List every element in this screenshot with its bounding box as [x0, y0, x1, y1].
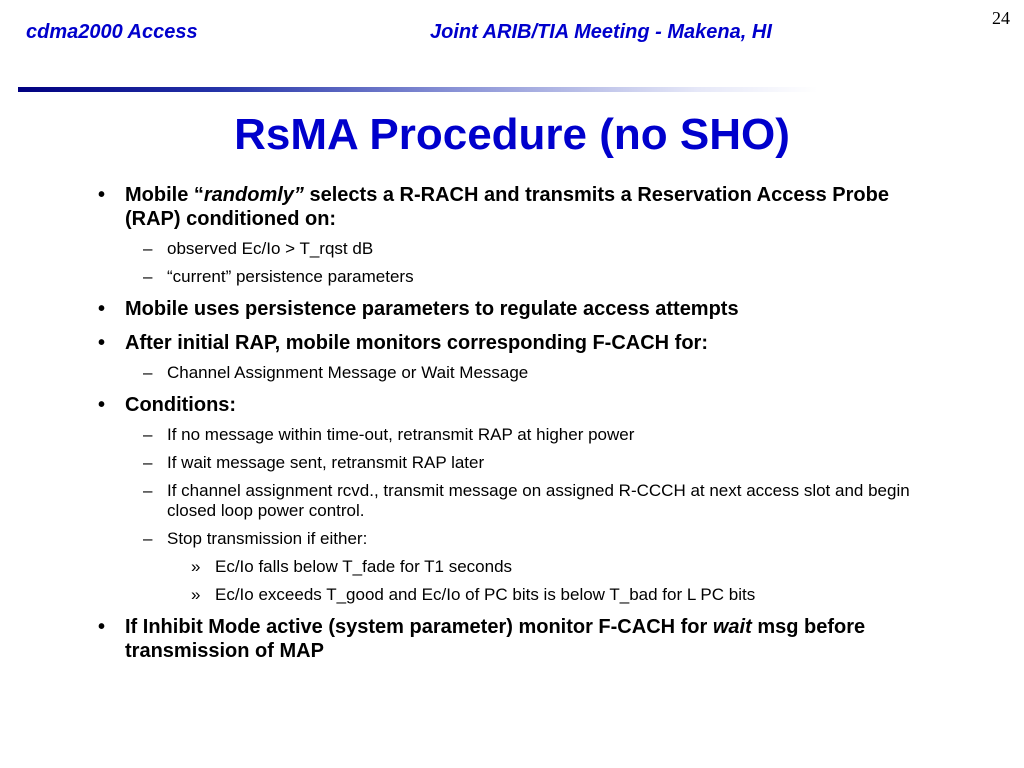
- sub-sub-bullet: [98, 557, 928, 577]
- bullet-persistence: [98, 297, 928, 321]
- bullet-marker: •: [98, 616, 106, 638]
- bullet-random-selection: [98, 183, 928, 231]
- slide-content: [98, 183, 928, 663]
- bullet-marker: •: [98, 184, 106, 206]
- dash-marker: –: [143, 425, 153, 444]
- bullet-text: Mobile uses persistence parameters to regulate access attempts: [125, 298, 739, 320]
- sub-bullet-text: Stop transmission if either:: [167, 529, 368, 548]
- bullet-marker: •: [98, 298, 106, 320]
- bullet-text-post: msg before transmission of MAP: [125, 616, 866, 662]
- bullet-marker: •: [98, 394, 106, 416]
- sub-bullet: [98, 425, 928, 445]
- bullet-text-emphasis: randomly”: [203, 184, 304, 206]
- bullet-conditions: [98, 393, 928, 417]
- bullet-text-emphasis: wait: [712, 616, 752, 638]
- sub-bullet: [98, 529, 928, 549]
- sub-bullet-text: If wait message sent, retransmit RAP later: [167, 453, 485, 472]
- sub-sub-bullet-text: Ec/Io falls below T_fade for T1 seconds: [215, 557, 513, 576]
- header-meeting: Joint ARIB/TIA Meeting - Makena, HI: [430, 21, 772, 43]
- sub-sub-bullet-text: Ec/Io exceeds T_good and Ec/Io of PC bits is below T_bad for L PC bits: [215, 585, 756, 604]
- bullet-text-post: selects a R-RACH and transmits a Reservation Access Probe (RAP) conditioned on:: [125, 184, 889, 230]
- slide-title: RsMA Procedure (no SHO): [234, 110, 790, 159]
- sub-sub-bullet: [98, 585, 928, 605]
- bullet-inhibit-mode: [98, 615, 928, 663]
- sub-bullet-text: If channel assignment rcvd., transmit message on assigned R-CCCH at next access slot and begin closed loop power control.: [167, 481, 910, 520]
- bullet-text: Conditions:: [125, 394, 237, 416]
- bullet-text-pre: If Inhibit Mode active (system parameter) monitor F-CACH for: [125, 616, 713, 638]
- sub-bullet: [98, 481, 928, 521]
- dash-marker: –: [143, 267, 153, 286]
- chevron-marker: »: [191, 585, 201, 604]
- sub-bullet: [98, 267, 928, 287]
- sub-bullet: [98, 239, 928, 259]
- header-divider: [18, 87, 818, 92]
- dash-marker: –: [143, 363, 153, 382]
- dash-marker: –: [143, 529, 153, 548]
- dash-marker: –: [143, 239, 153, 258]
- sub-bullet-text: If no message within time-out, retransmit RAP at higher power: [167, 425, 635, 444]
- sub-bullet-text: observed Ec/Io > T_rqst dB: [167, 239, 374, 258]
- page-number: 24: [992, 8, 1010, 28]
- bullet-marker: •: [98, 332, 106, 354]
- sub-bullet-text: “current” persistence parameters: [167, 267, 414, 286]
- header-left: cdma2000 Access: [26, 21, 198, 43]
- dash-marker: –: [143, 453, 153, 472]
- sub-bullet-text: Channel Assignment Message or Wait Message: [167, 363, 529, 382]
- dash-marker: –: [143, 481, 153, 500]
- chevron-marker: »: [191, 557, 201, 576]
- sub-bullet: [98, 453, 928, 473]
- sub-bullet: [98, 363, 928, 383]
- bullet-text: After initial RAP, mobile monitors corresponding F-CACH for:: [125, 332, 708, 354]
- bullet-text-pre: Mobile “: [125, 184, 204, 206]
- bullet-monitor-fcach: [98, 331, 928, 355]
